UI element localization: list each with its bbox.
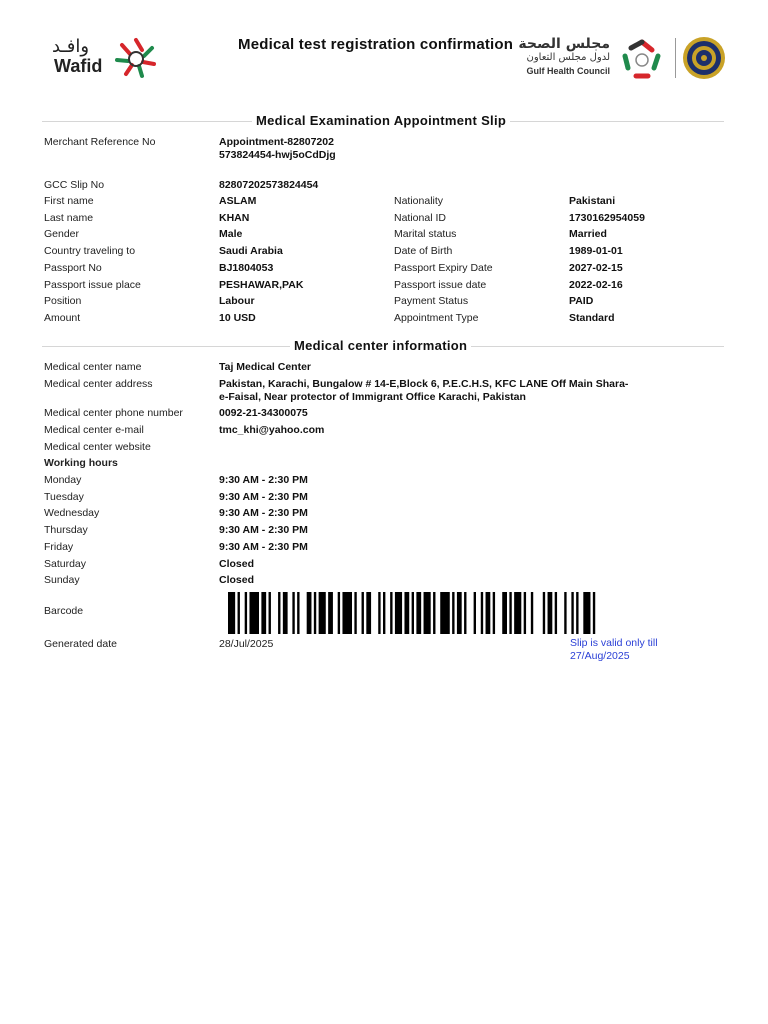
center-section-heading <box>42 338 724 354</box>
nationality-value: Pakistani <box>569 195 616 207</box>
gcc-slip-value: 82807202573824454 <box>219 179 319 191</box>
hours-day-friday: Friday <box>44 541 74 553</box>
date-of-birth-label: Date of Birth <box>394 245 453 257</box>
wafid-arabic-wordmark: وافـد <box>52 36 90 57</box>
marital-status-value: Married <box>569 228 607 240</box>
center-website-label: Medical center website <box>44 441 151 453</box>
amount-label: Amount <box>44 312 81 324</box>
passport-issue-date-label: Passport issue date <box>394 279 487 291</box>
first-name-label: First name <box>44 195 94 207</box>
gender-label: Gender <box>44 228 80 240</box>
nationality-label: Nationality <box>394 195 444 207</box>
center-phone-label: Medical center phone number <box>44 407 183 419</box>
hours-time-friday: 9:30 AM - 2:30 PM <box>219 541 308 553</box>
country-value: Saudi Arabia <box>219 245 283 257</box>
appointment-type-label: Appointment Type <box>394 312 479 324</box>
gender-value: Male <box>219 228 243 240</box>
center-address-line1: Pakistan, Karachi, Bungalow # 14-E,Block 6, P.E.C.H.S, KFC LANE Off Main Shara- <box>219 378 629 390</box>
ghc-arabic-name: مجلس الصحة <box>518 36 610 52</box>
center-phone-value: 0092-21-34300075 <box>219 407 308 419</box>
payment-status-value: PAID <box>569 295 594 307</box>
center-email-value: tmc_khi@yahoo.com <box>219 424 325 436</box>
passport-expiry-label: Passport Expiry Date <box>394 262 493 274</box>
last-name-value: KHAN <box>219 212 250 224</box>
hours-day-monday: Monday <box>44 474 82 486</box>
gulf-health-council-logo <box>518 36 730 84</box>
page-title: Medical test registration confirmation <box>238 36 514 53</box>
passport-issue-date-value: 2022-02-16 <box>569 279 623 291</box>
hours-day-sunday: Sunday <box>44 574 80 586</box>
passport-no-label: Passport No <box>44 262 102 274</box>
hours-time-wednesday: 9:30 AM - 2:30 PM <box>219 507 308 519</box>
country-label: Country traveling to <box>44 245 136 257</box>
center-section-title: Medical center information <box>290 338 471 353</box>
hours-day-thursday: Thursday <box>44 524 88 536</box>
position-label: Position <box>44 295 82 307</box>
wafid-english-wordmark: Wafid <box>54 56 103 76</box>
generated-date-value: 28/Jul/2025 <box>219 638 274 650</box>
passport-issue-place-label: Passport issue place <box>44 279 141 291</box>
national-id-label: National ID <box>394 212 446 224</box>
validity-line1: Slip is valid only till <box>570 637 658 649</box>
ghc-english-name: Gulf Health Council <box>526 66 610 76</box>
appointment-section-title: Medical Examination Appointment Slip <box>252 113 510 128</box>
center-address-line2: e-Faisal, Near protector of Immigrant Office Karachi, Pakistan <box>219 391 526 403</box>
ghc-emblem-icon <box>618 36 666 82</box>
hours-time-monday: 9:30 AM - 2:30 PM <box>219 474 308 486</box>
hours-time-saturday: Closed <box>219 558 255 570</box>
passport-expiry-value: 2027-02-15 <box>569 262 623 274</box>
logo-divider <box>675 38 676 78</box>
amount-value: 10 USD <box>219 312 256 324</box>
barcode-label: Barcode <box>44 605 84 617</box>
validity-line2: 27/Aug/2025 <box>570 650 630 662</box>
gcc-slip-label: GCC Slip No <box>44 179 105 191</box>
gcc-seal-icon <box>682 36 726 80</box>
hours-day-saturday: Saturday <box>44 558 87 570</box>
page-header <box>0 0 768 100</box>
center-email-label: Medical center e-mail <box>44 424 144 436</box>
hours-time-sunday: Closed <box>219 574 255 586</box>
marital-status-label: Marital status <box>394 228 457 240</box>
barcode <box>228 592 600 634</box>
hours-time-thursday: 9:30 AM - 2:30 PM <box>219 524 308 536</box>
center-address-label: Medical center address <box>44 378 153 390</box>
center-name-label: Medical center name <box>44 361 142 373</box>
appointment-section-heading <box>42 113 724 129</box>
passport-issue-place-value: PESHAWAR,PAK <box>219 279 304 291</box>
ghc-arabic-subtitle: لدول مجلس التعاون <box>526 52 610 63</box>
generated-date-label: Generated date <box>44 638 117 650</box>
appointment-type-value: Standard <box>569 312 615 324</box>
wafid-star-icon <box>112 36 160 80</box>
hours-day-tuesday: Tuesday <box>44 491 84 503</box>
slip-validity-note <box>570 637 690 663</box>
hours-time-tuesday: 9:30 AM - 2:30 PM <box>219 491 308 503</box>
position-value: Labour <box>219 295 255 307</box>
payment-status-label: Payment Status <box>394 295 469 307</box>
hours-day-wednesday: Wednesday <box>44 507 100 519</box>
last-name-label: Last name <box>44 212 94 224</box>
working-hours-label: Working hours <box>44 457 118 469</box>
national-id-value: 1730162954059 <box>569 212 645 224</box>
wafid-logo <box>52 36 162 82</box>
center-name-value: Taj Medical Center <box>219 361 311 373</box>
first-name-value: ASLAM <box>219 195 257 207</box>
date-of-birth-value: 1989-01-01 <box>569 245 623 257</box>
merchant-ref-label: Merchant Reference No <box>44 136 156 148</box>
passport-no-value: BJ1804053 <box>219 262 274 274</box>
merchant-ref-value: Appointment-82807202573824454-hwj5oCdDjg <box>219 136 336 161</box>
